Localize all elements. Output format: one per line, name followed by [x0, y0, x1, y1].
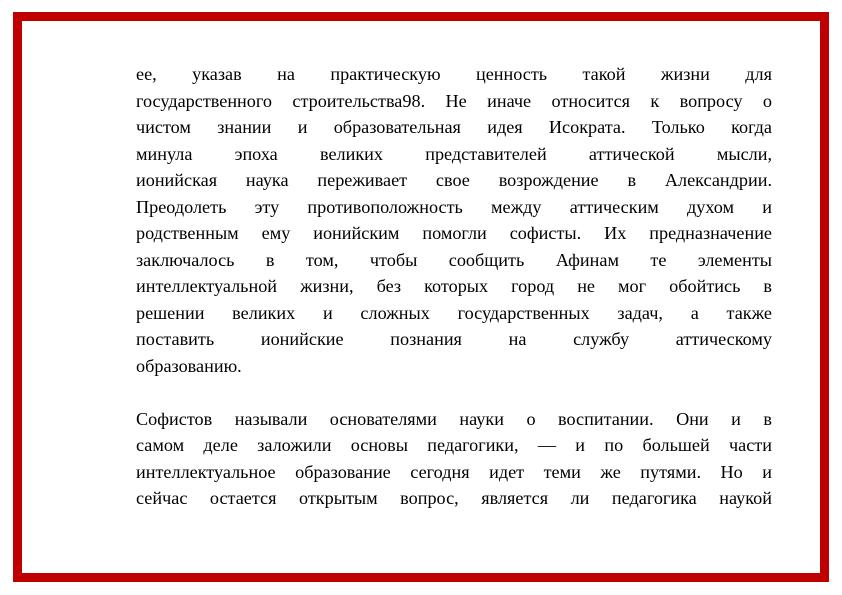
text-line: интеллектуальной жизни, без которых город не мог обойтись в	[136, 276, 772, 296]
text-line: сейчас остается открытым вопрос, является ли педагогика наукой	[136, 488, 772, 508]
text-line: чистом знании и образовательная идея Исократа. Только когда	[136, 117, 772, 137]
document-text	[136, 61, 772, 512]
text-line: решении великих и сложных государственных задач, а также	[136, 302, 772, 323]
text-line: Софистов называли основателями науки о воспитании. Они и в	[136, 408, 772, 429]
text-line: заключалось в том, чтобы сообщить Афинам те элементы	[136, 249, 772, 270]
text-line: поставить ионийские познания на службу аттическому	[136, 329, 772, 349]
text-line: ионийская наука переживает свое возрождение в Александрии.	[136, 170, 772, 190]
text-line: образованию.	[136, 355, 242, 376]
text-line: самом деле заложили основы педагогики, — и по большей части	[136, 435, 772, 455]
text-line: минула эпоха великих представителей аттической мысли,	[136, 143, 772, 164]
text-line: ее, указав на практическую ценность такой жизни для	[136, 64, 772, 84]
paragraph-1	[136, 61, 772, 379]
text-line: родственным ему ионийским помогли софисты. Их предназначение	[136, 223, 772, 243]
paragraph-spacer	[136, 379, 772, 406]
text-line: государственного строительства98. Не иначе относится к вопросу о	[136, 90, 772, 111]
paragraph-2	[136, 406, 772, 512]
text-line: Преодолеть эту противоположность между аттическим духом и	[136, 196, 772, 217]
text-line: интеллектуальное образование сегодня идет теми же путями. Но и	[136, 461, 772, 482]
